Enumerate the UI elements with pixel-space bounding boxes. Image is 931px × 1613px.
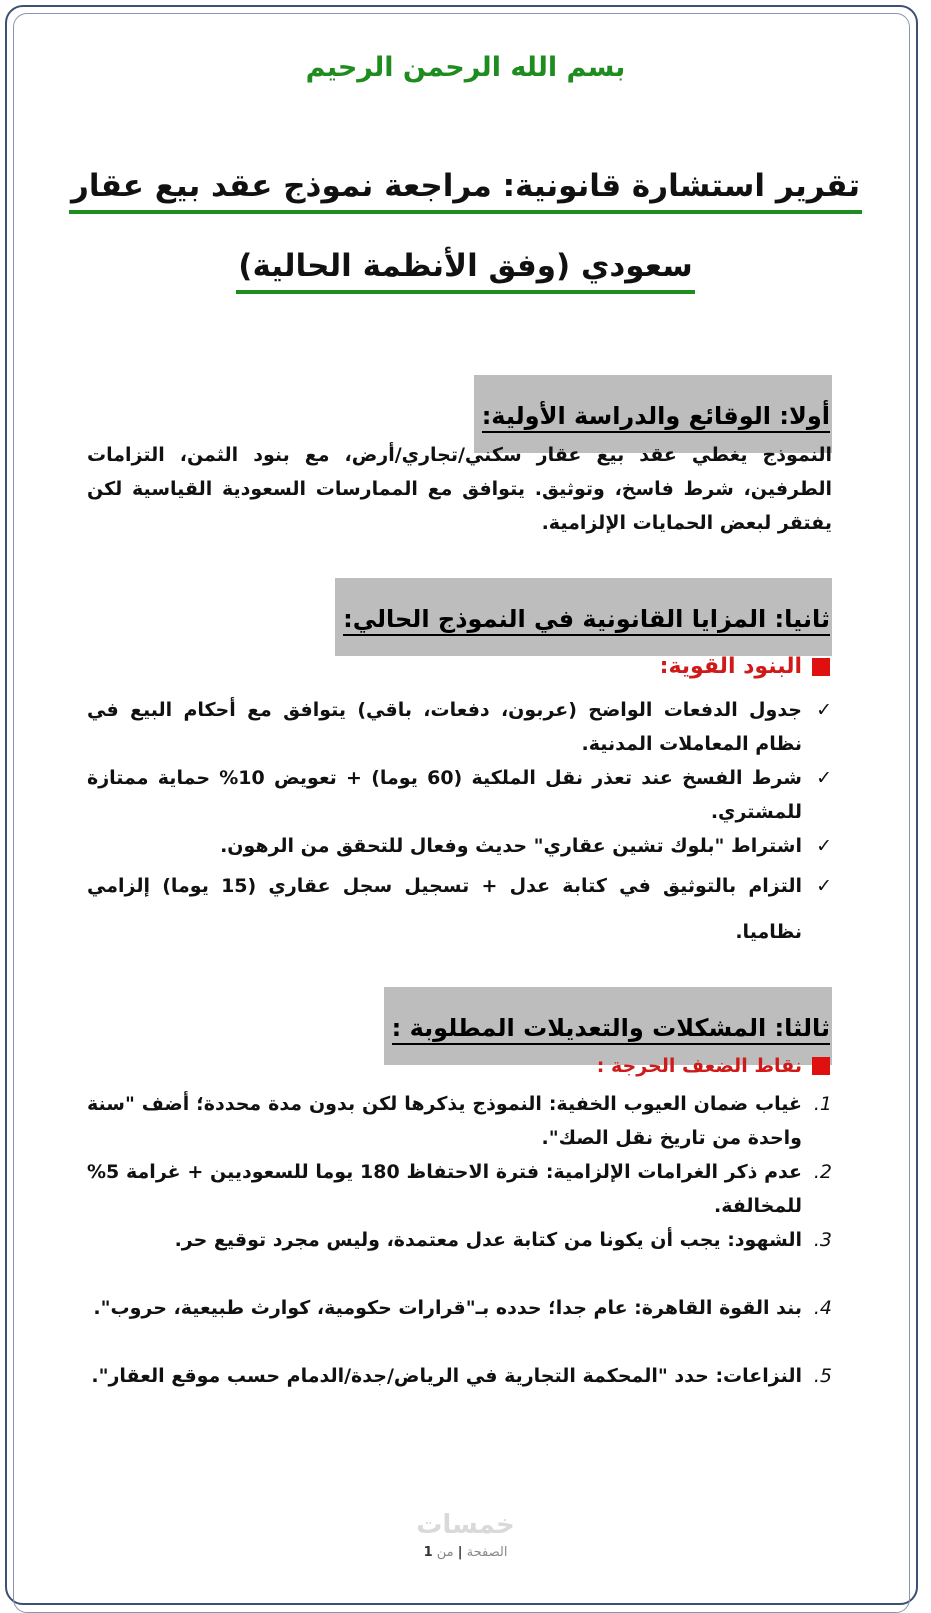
check-icon: ✓	[816, 875, 832, 897]
list-item: 4. بند القوة القاهرة: عام جدا؛ حدده بـ"قرارات حكومية، كوارث طبيعية، حروب".	[87, 1291, 832, 1325]
subheading-strong-clauses: البنود القوية:	[660, 654, 830, 679]
list-item: 5. النزاعات: حدد "المحكمة التجارية في الرياض/جدة/الدمام حسب موقع العقار".	[87, 1359, 832, 1393]
check-icon: ✓	[816, 835, 832, 857]
page-indicator: الصفحة | من 1	[423, 1545, 508, 1560]
section-heading-issues: ثالثا: المشكلات والتعديلات المطلوبة :	[384, 987, 832, 1065]
check-icon: ✓	[816, 699, 832, 721]
section-heading-facts: أولا: الوقائع والدراسة الأولية:	[474, 375, 832, 453]
section-body-facts: النموذج يغطي عقد بيع عقار سكني/تجاري/أرض، مع بنود الثمن، التزامات الطرفين، شرط فاسخ، وتوثيق. يتوافق مع الممارسات السعودية القياسية لكن يفتقر لبعض الحمايات الإلزامية.	[87, 444, 832, 534]
document-title-line-1: تقرير استشارة قانونية: مراجعة نموذج عقد بيع عقار	[0, 168, 931, 214]
list-item: 3. الشهود: يجب أن يكونا من كتابة عدل معتمدة، وليس مجرد توقيع حر.	[87, 1223, 832, 1257]
list-number: 2.	[813, 1161, 832, 1183]
list-number: 1.	[813, 1093, 832, 1115]
list-item: 1. غياب ضمان العيوب الخفية: النموذج يذكرها لكن بدون مدة محددة؛ أضف "سنة واحدة من تاريخ نقل الصك".	[87, 1087, 832, 1155]
list-item: ✓ اشتراط "بلوك تشين عقاري" حديث وفعال للتحقق من الرهون.	[87, 829, 832, 863]
red-square-bullet-icon	[812, 1057, 830, 1075]
basmala: بسم الله الرحمن الرحيم	[305, 52, 626, 83]
list-item: ✓ شرط الفسخ عند تعذر نقل الملكية (60 يوما) + تعويض 10% حماية ممتازة للمشتري.	[87, 761, 832, 829]
list-item: ✓ جدول الدفعات الواضح (عربون، دفعات، باقي) يتوافق مع أحكام البيع في نظام المعاملات المدنية.	[87, 693, 832, 761]
list-number: 5.	[813, 1365, 832, 1387]
subheading-critical-weaknesses: نقاط الضعف الحرجة :	[597, 1055, 830, 1077]
check-icon: ✓	[816, 767, 832, 789]
list-number: 3.	[813, 1229, 832, 1251]
document-title-line-2: سعودي (وفق الأنظمة الحالية)	[0, 248, 931, 294]
khamsat-logo: خمسات	[416, 1510, 515, 1540]
list-item: 2. عدم ذكر الغرامات الإلزامية: فترة الاحتفاظ 180 يوما للسعوديين + غرامة 5% للمخالفة.	[87, 1155, 832, 1223]
list-number: 4.	[813, 1297, 832, 1319]
red-square-bullet-icon	[812, 658, 830, 676]
section-heading-advantages: ثانيا: المزايا القانونية في النموذج الحالي:	[335, 578, 832, 656]
list-item: ✓ التزام بالتوثيق في كتابة عدل + تسجيل سجل عقاري (15 يوما) إلزامي نظاميا.	[87, 863, 832, 955]
